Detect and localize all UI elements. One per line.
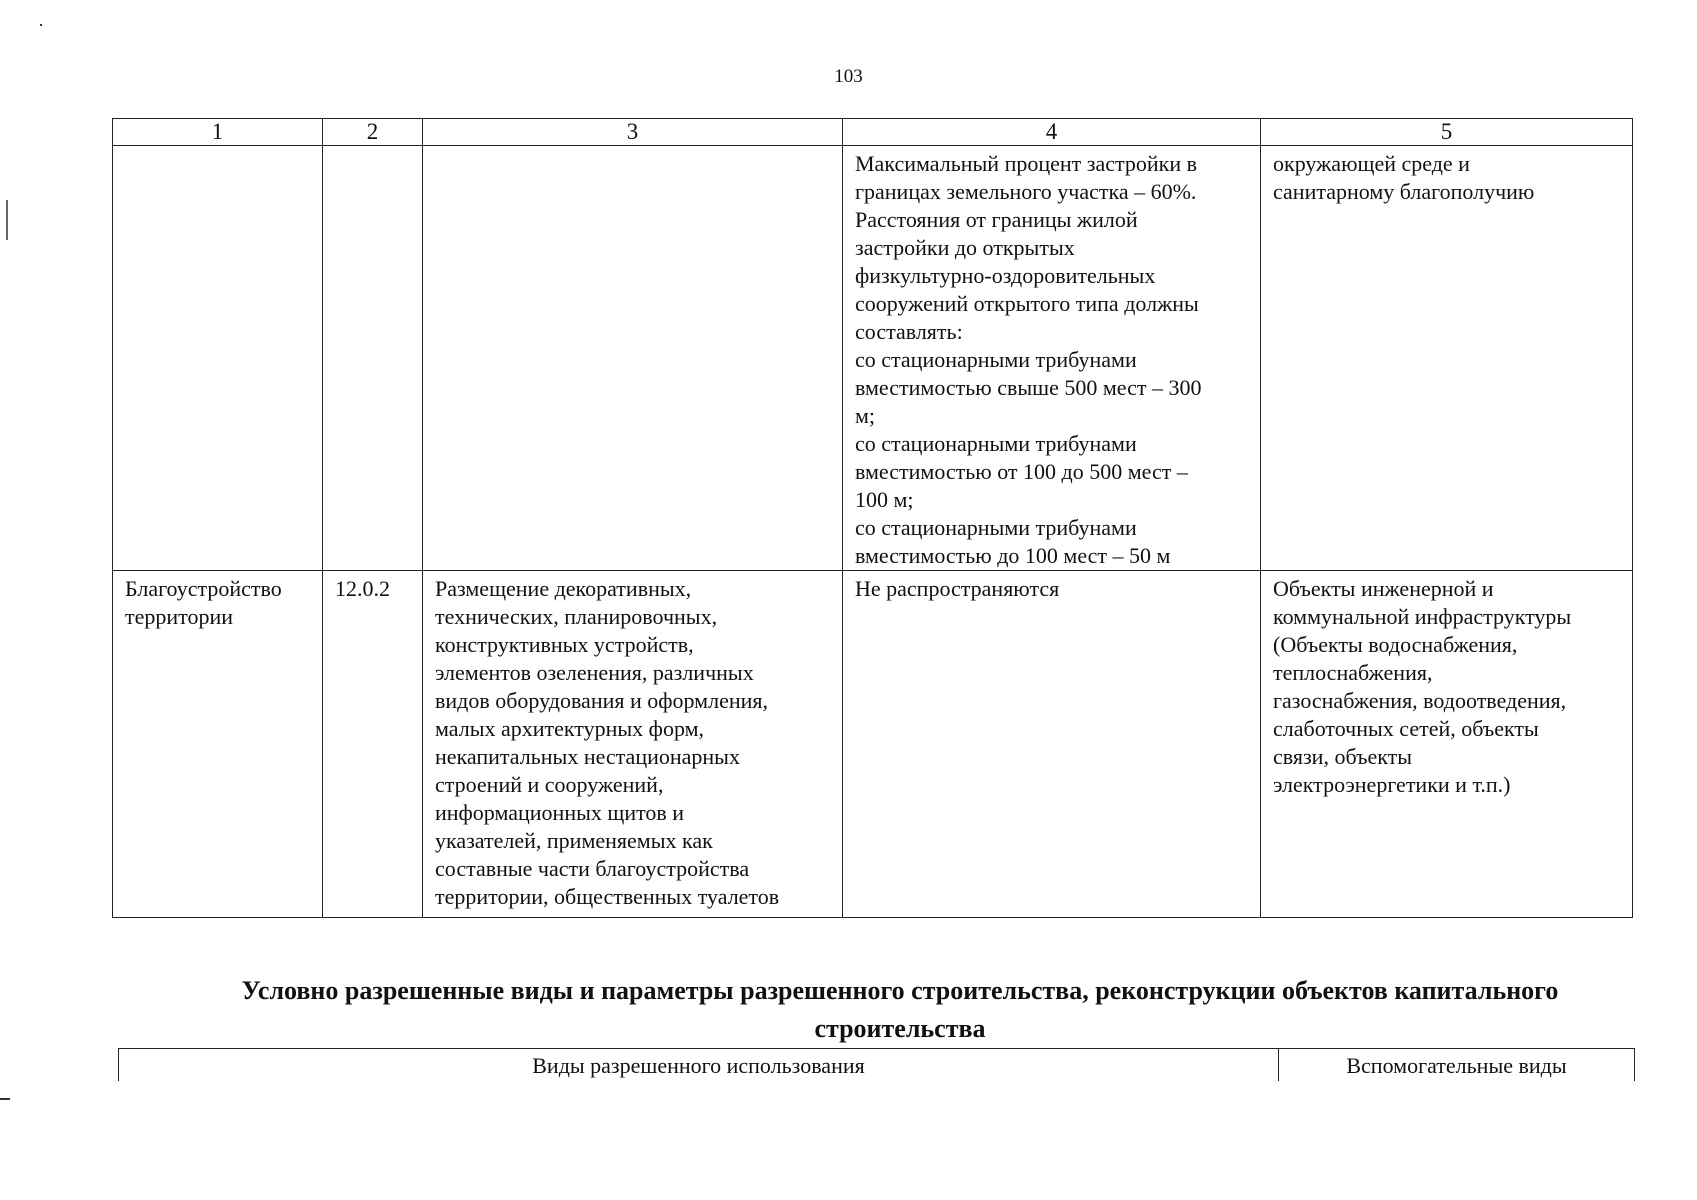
table-cell xyxy=(323,571,423,918)
table-cell xyxy=(113,146,323,571)
use-type-description: Размещение декоративных, технических, планировочных, конструктивных устройств, элементов озеленения, различных видов оборудования и оформления, малых архитектурных форм, некапитальных нестационарных строений и сооружений, информационных щитов и указателей, применяемых как составные части благоустройства территории, общественных туалетов xyxy=(435,576,780,909)
construction-parameters-text: Не распространяются xyxy=(855,576,1060,601)
scan-mark xyxy=(40,24,42,26)
table-header-row xyxy=(113,119,1633,146)
auxiliary-use-text: Объекты инженерной и коммунальной инфраструктуры (Объекты водоснабжения, теплоснабжения, газоснабжения, водоотведения, слаботочных сетей, объекты связи, объекты электроэнергетики и т.п.) xyxy=(1273,576,1572,797)
table-cell xyxy=(423,571,843,918)
table-cell xyxy=(323,146,423,571)
scan-mark xyxy=(0,1098,10,1100)
cell-text: окружающей среде и санитарному благополучию xyxy=(1273,151,1535,204)
construction-parameters-text: Максимальный процент застройки в границах земельного участка – 60%. Расстояния от границы жилой застройки до открытых физкультурно-оздоровительных сооружений открытого типа должны составлять: со стационарными трибунами вместимостью свыше 500 мест – 300 м; со стационарными трибунами вместимостью от 100 до 500 мест – 100 м; со стационарными трибунами вместимостью до 100 мест – 50 м xyxy=(855,151,1202,568)
table-cell xyxy=(423,146,843,571)
scan-mark xyxy=(6,200,8,240)
table-cell xyxy=(113,571,323,918)
table-cell xyxy=(1261,146,1633,571)
table-header-row xyxy=(119,1049,1635,1082)
regulation-table xyxy=(112,118,1633,918)
use-type-name: Благоустройство территории xyxy=(125,576,282,629)
column-header-3: 3 xyxy=(423,119,843,146)
table-row xyxy=(113,571,1633,918)
column-header-4: 4 xyxy=(843,119,1261,146)
table-cell xyxy=(843,571,1261,918)
column-header-1: 1 xyxy=(113,119,323,146)
table-cell xyxy=(1261,571,1633,918)
conditional-use-table xyxy=(118,1048,1635,1081)
section-heading: Условно разрешенные виды и параметры разрешенного строительства, реконструкции объектов капитального строительства xyxy=(241,976,1559,1043)
table-cell xyxy=(843,146,1261,571)
column-header-5: 5 xyxy=(1261,119,1633,146)
column-header: Вспомогательные виды xyxy=(1279,1049,1635,1082)
use-type-code: 12.0.2 xyxy=(335,576,390,601)
table-row xyxy=(113,146,1633,571)
page-number: 103 xyxy=(834,66,863,87)
column-header: Виды разрешенного использования xyxy=(119,1049,1279,1082)
column-header-2: 2 xyxy=(323,119,423,146)
